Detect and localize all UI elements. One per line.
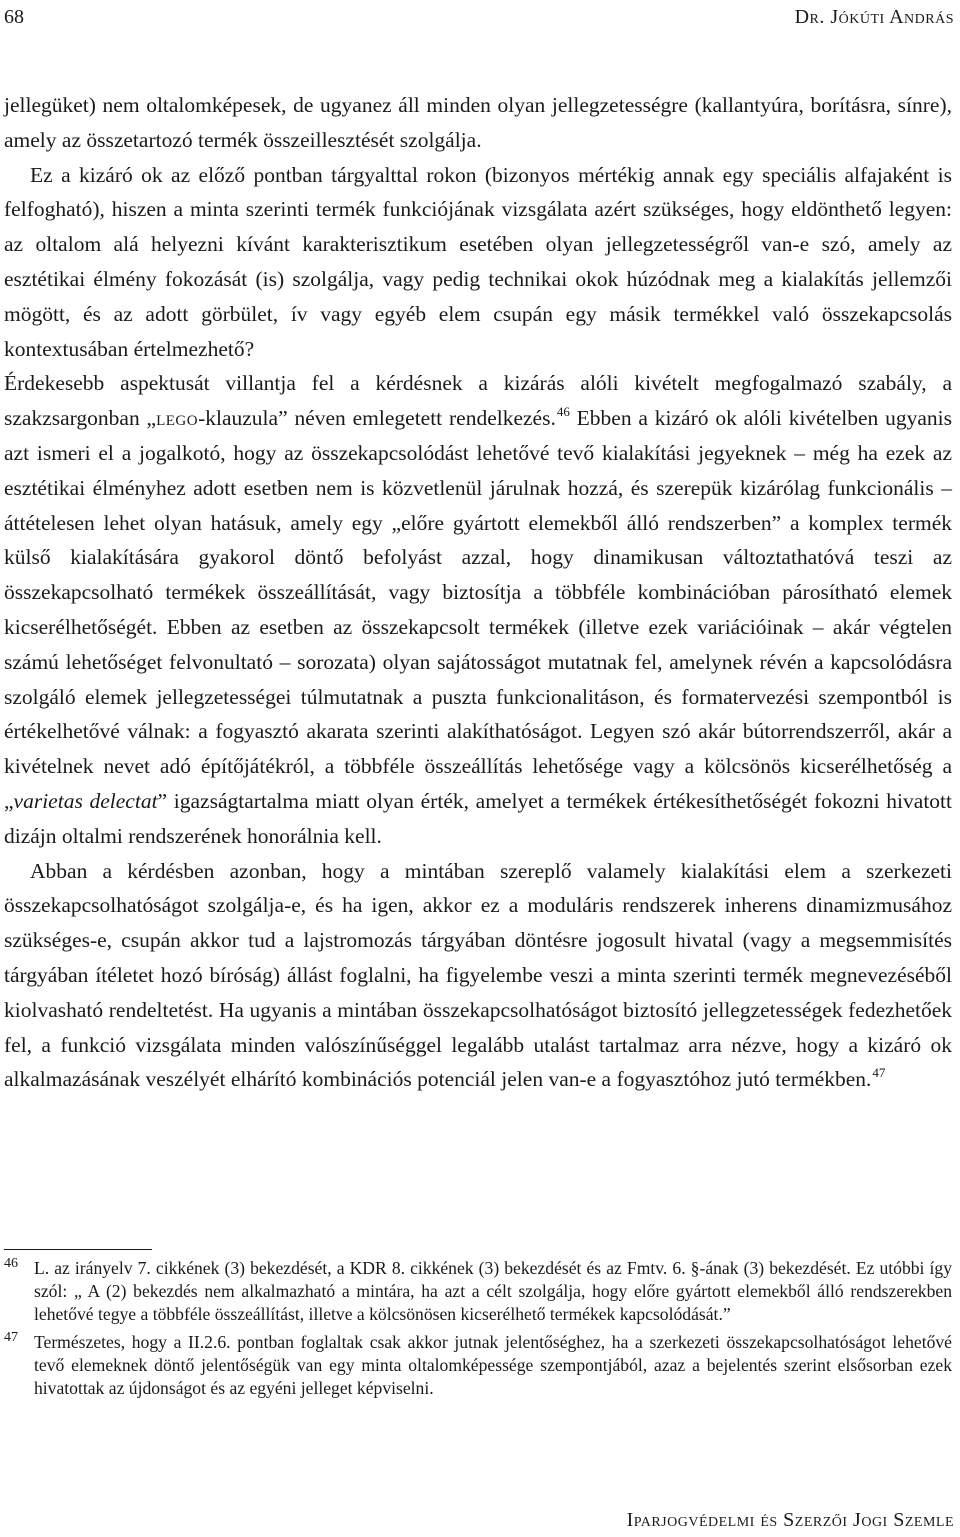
paragraph-text: -klauzula” néven emlegetett rendelkezés. <box>198 406 556 431</box>
footnote-ref-46[interactable]: 46 <box>556 404 570 420</box>
paragraph-text: ” igazságtartalma miatt olyan érték, amelyet a termékek értékesíthetőségét fokozni hivatott dizájn oltalmi rendszerének honorálnia kell. <box>4 788 952 848</box>
article-body <box>4 88 952 1097</box>
paragraph-lego-clause <box>4 366 952 853</box>
author-name: Dr. Jókúti András <box>794 6 954 28</box>
footnote-number: 46 <box>4 1256 18 1271</box>
footnote-number: 47 <box>4 1329 18 1345</box>
lego-term: lego <box>156 406 199 431</box>
footnotes <box>4 1257 952 1404</box>
paragraph-text: Abban a kérdésben azonban, hogy a mintában szereplő valamely kialakítási elem a szerkezeti összekapcsolhatóságot szolgálja-e, és ha igen, akkor ez a moduláris rendszerek inherens dinamizmusához szükséges-e, csupán akkor tud a lajstromozás tárgyában döntésre jogosult hivatal (vagy a megsemmisítés tárgyában ítéletet hozó bíróság) állást foglalni, ha figyelembe veszi a minta szerinti termék megnevezéséből kiolvasható rendeltetést. Ha ugyanis a mintában összekapcsolhatóságot biztosító jellegzetességek fedezhetőek fel, a funkció vizsgálata minden valószínűséggel legalább utalást tartalmaz arra nézve, hogy a kizáró ok alkalmazásának veszélyét elhárító kombinációs potenciál jelen van-e a fogyasztóhoz jutó termékben. <box>4 858 952 1092</box>
footnote-ref-47[interactable]: 47 <box>872 1065 886 1081</box>
journal-footer: Iparjogvédelmi és Szerzői Jogi Szemle <box>626 1509 954 1531</box>
running-header <box>4 4 954 30</box>
paragraph-text: Érdekesebb aspektusát villantja fel a kérdésnek a kizárás alóli kivételt megfogalmazó szabály, a szakzsargonban „ <box>4 371 952 431</box>
paragraph-functional-exclusion: Ez a kizáró ok az előző pontban tárgyalttal rokon (bizonyos mértékig annak egy speciális alfajaként is felfogható), hiszen a minta szerinti termék funkciójának vizsgálata azért szükséges, hogy eldönthető legyen: az oltalom alá helyezni kívánt karakterisztikum esetében olyan jellegzetességről van-e szó, amely az esztétikai élmény fokozását (is) szolgálja, vagy pedig technikai okok húzódnak meg a kialakítás jellemzői mögött, és az adott görbület, ív vagy egyéb elem csupán egy másik termékkel való összekapcsolás kontextusában értelmezhető? <box>4 162 952 361</box>
footnote-divider <box>4 1249 152 1250</box>
footnote-46 <box>4 1257 952 1327</box>
latin-phrase: varietas delectat <box>13 788 158 813</box>
paragraph-interconnection <box>4 854 952 1098</box>
footnote-47 <box>4 1331 952 1401</box>
footnote-text: Természetes, hogy a II.2.6. pontban foglaltak csak akkor jutnak jelentőséghez, ha a szerkezeti összekapcsolhatóságot lehetővé tevő elemeknek döntő jelentőségük van egy minta oltalomképessége szempontjából, azaz a bejelentés szerint elsősorban ezek hivatottak az újdonságot és az egyéni jelleget képviselni. <box>34 1331 952 1399</box>
paragraph-continuation: jellegüket) nem oltalomképesek, de ugyanez áll minden olyan jellegzetességre (kallantyúra, borításra, sínre), amely az összetartozó termék összeillesztését szolgálja. <box>4 93 952 152</box>
footnote-text: L. az irányelv 7. cikkének (3) bekezdését, a KDR 8. cikkének (3) bekezdését és az Fmtv. 6. §-ának (3) bekezdését. Ez utóbbi így szól: „ A (2) bekezdés nem alkalmazható a mintára, ha azt a célt szolgálja, hogy előre gyártott elemekből álló rendszerekben lehetővé tegye a többféle összeállítást, illetve a kölcsönösen kicserélhető termékek kapcsolódását.” <box>34 1258 952 1325</box>
paragraph-text: Ebben a kizáró ok alóli kivételben ugyanis azt ismeri el a jogalkotó, hogy az összekapcsolódást lehetővé tevő kialakítási jegyeknek – még ha ezek az esztétikai élményhez adott esetben nem is közvetlenül járulnak hozzá, és szerepük kizárólag funkcionális – áttételesen lehet olyan hatásuk, amely egy „előre gyártott elemekből álló rendszerben” a komplex termék külső kialakítására gyakorol döntő befolyást azzal, hogy dinamikusan változtathatóvá teszi az összekapcsolható termékek összeállítását, vagy biztosítja a többféle kombinációban párosítható elemek kicserélhetőségét. Ebben az esetben az összekapcsolt termékek (illetve ezek variációinak – akár végtelen számú lehetőséget felvonultató – sorozata) olyan sajátosságot mutatnak fel, amelynek révén a kapcsolódásra szolgáló elemek jellegzetességei túlmutatnak a puszta funkcionalitáson, és formatervezési szempontból is értékelhetővé válnak: a fogyasztó akarata szerinti alakíthatóságot. Legyen szó akár bútorrendszerről, akár a kivételnek nevet adó építőjátékról, a többféle összeállítás lehetősége vagy a kölcsönös kicserélhetőség a „ <box>4 406 952 813</box>
page-number: 68 <box>4 6 24 28</box>
